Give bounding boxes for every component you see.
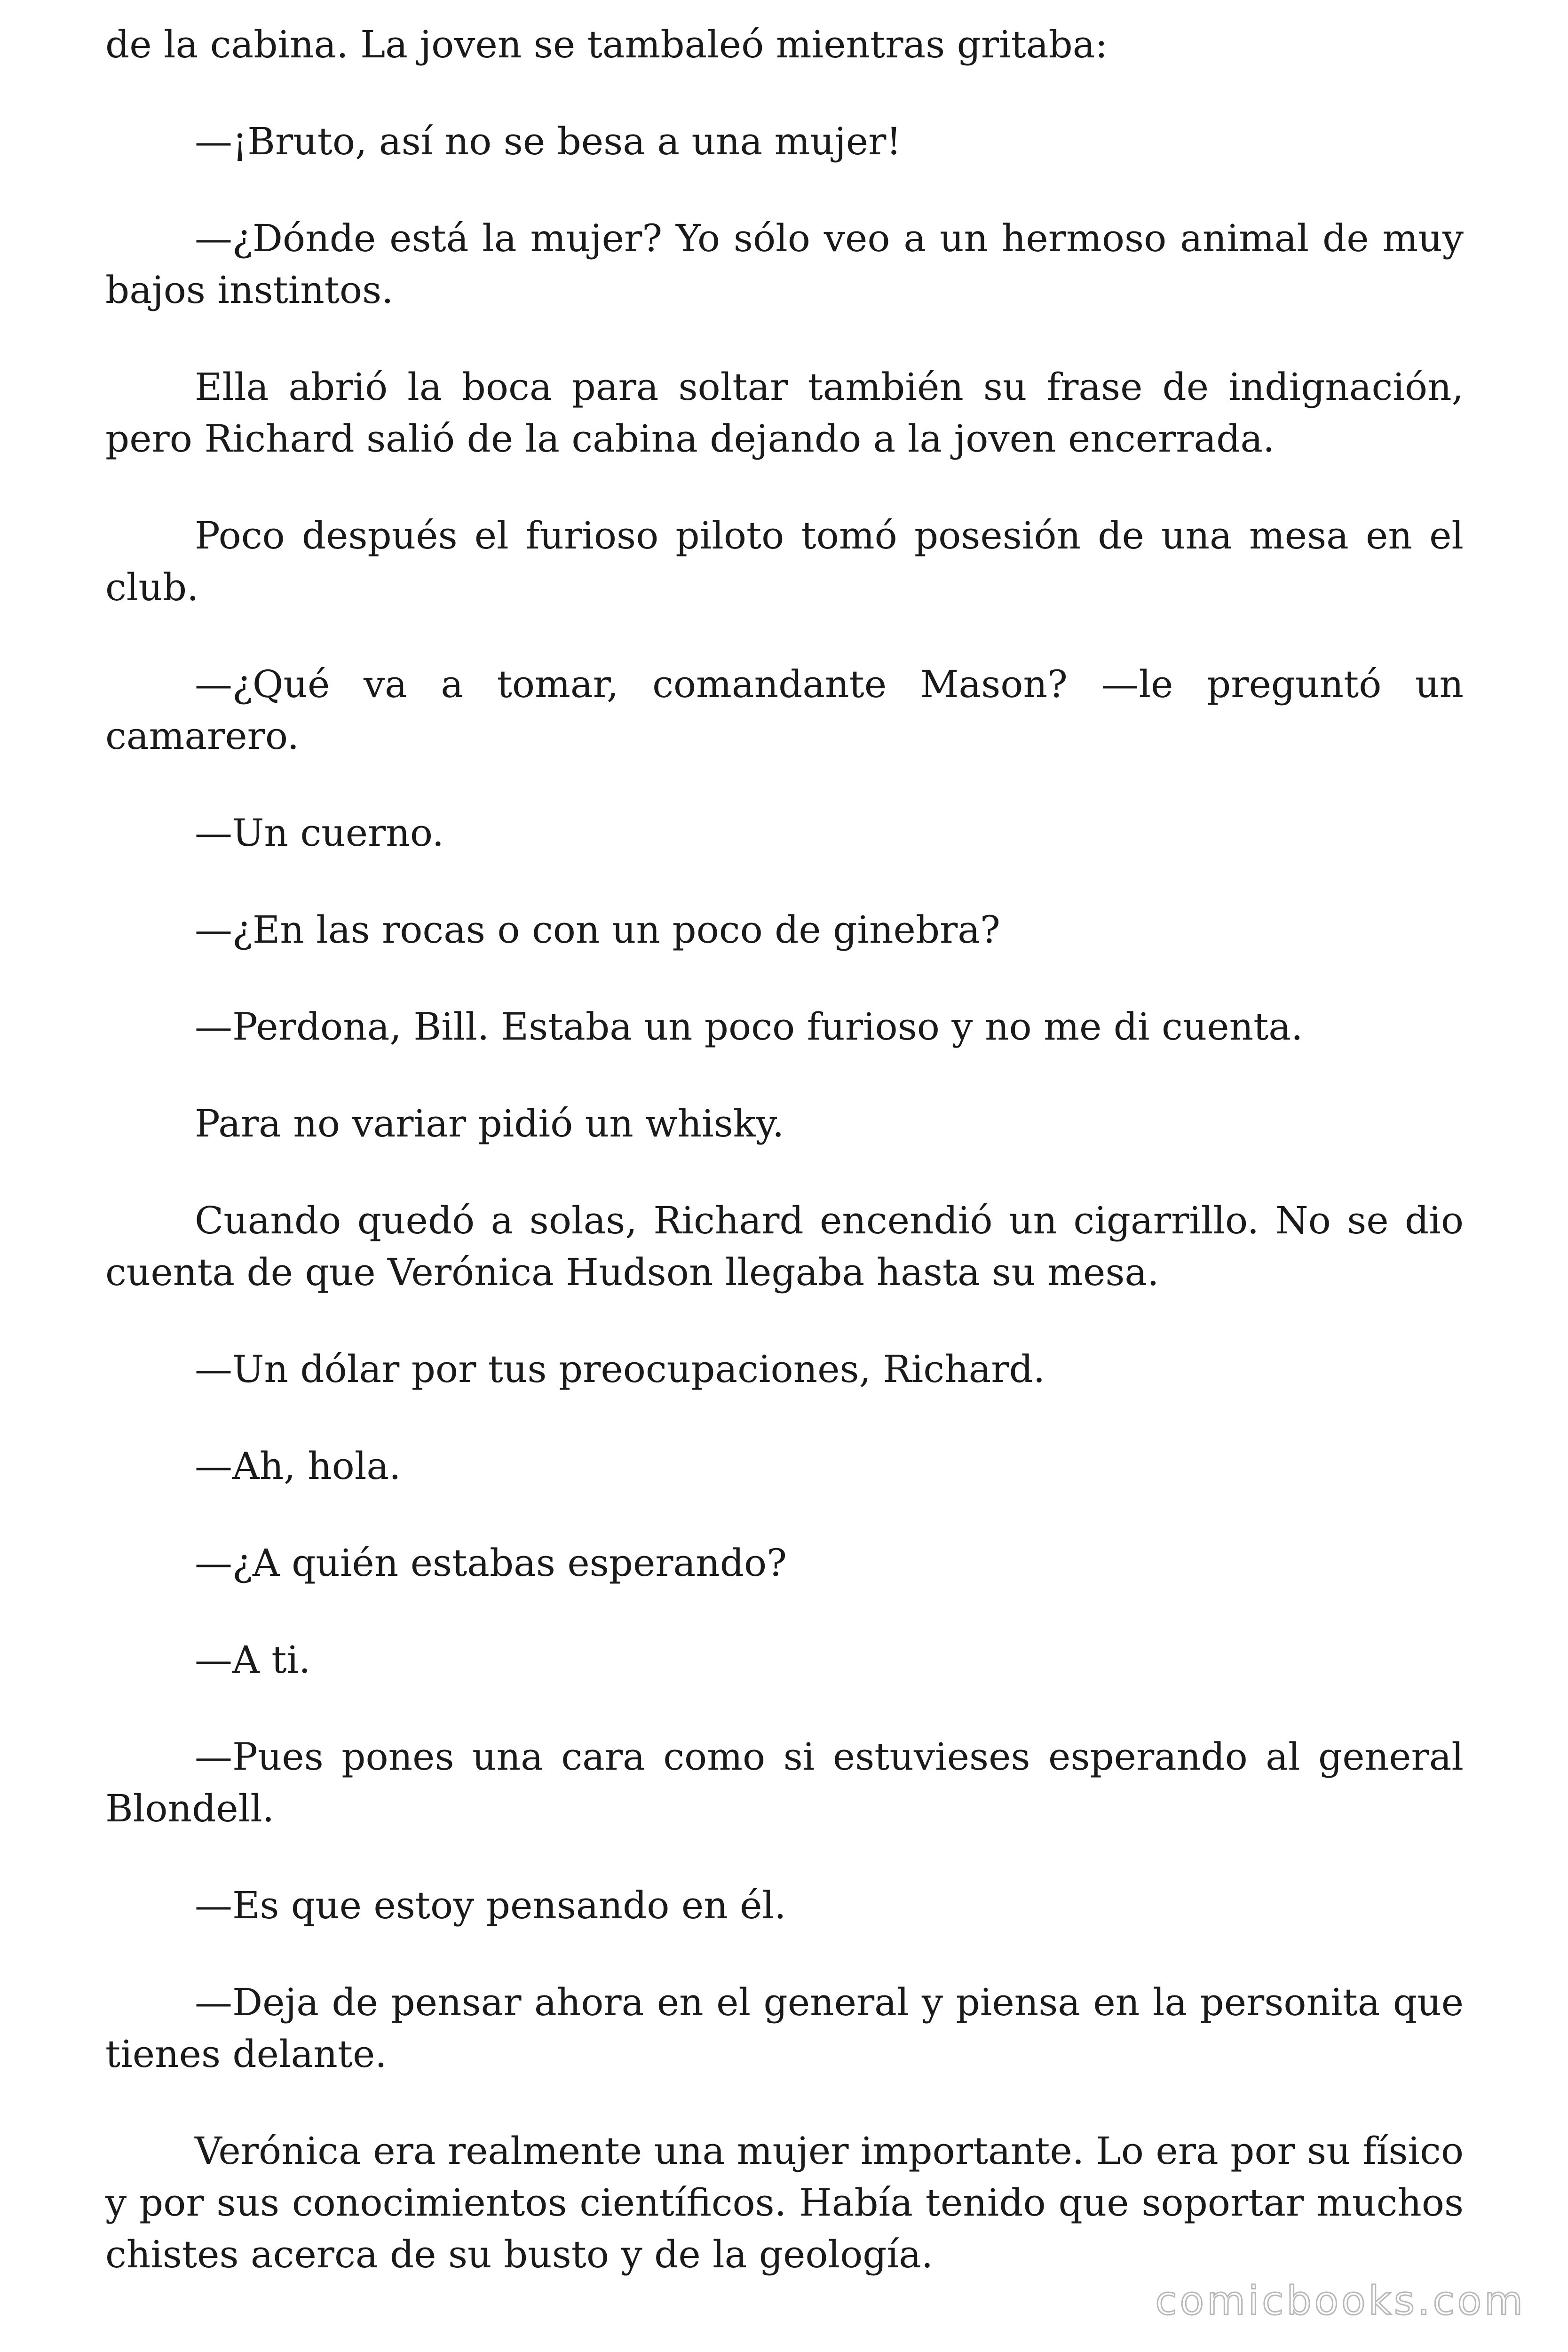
paragraph: —Ah, hola. — [195, 1444, 401, 1488]
paragraph: —¡Bruto, así no se besa a una mujer! — [195, 119, 902, 163]
paragraph: —Pues pones una cara como si estuvieses esperando al general Blondell. — [105, 1735, 1464, 1830]
paragraph: —¿En las rocas o con un poco de ginebra? — [195, 908, 1000, 952]
paragraph: Poco después el furioso piloto tomó posesión de una mesa en el club. — [105, 514, 1464, 609]
paragraph: Ella abrió la boca para soltar también su frase de indignación, pero Richard salió de la cabina dejando a la joven encerrada. — [105, 365, 1464, 461]
document-page — [105, 19, 1464, 2326]
paragraph: —Un cuerno. — [195, 811, 444, 855]
paragraph: Cuando quedó a solas, Richard encendió un cigarrillo. No se dio cuenta de que Verónica Hudson llegaba hasta su mesa. — [105, 1199, 1464, 1294]
paragraph: de la cabina. La joven se tambaleó mientras gritaba: — [105, 23, 1108, 66]
paragraph: —¿Dónde está la mujer? Yo sólo veo a un hermoso animal de muy bajos instintos. — [105, 216, 1464, 312]
paragraph: —A ti. — [195, 1638, 311, 1682]
paragraph: —Perdona, Bill. Estaba un poco furioso y no me di cuenta. — [195, 1005, 1303, 1049]
watermark-text: comicbooks.com — [1155, 2278, 1526, 2324]
paragraph: —¿A quién estabas esperando? — [195, 1541, 787, 1585]
paragraph: —¿Qué va a tomar, comandante Mason? —le preguntó un camarero. — [105, 662, 1464, 758]
paragraph: Verónica era realmente una mujer importante. Lo era por su físico y por sus conocimientos científicos. Había tenido que soportar muchos chistes acerca de su busto y de la geología. — [105, 2129, 1464, 2276]
paragraph: —Es que estoy pensando en él. — [195, 1883, 786, 1927]
paragraph: —Un dólar por tus preocupaciones, Richard. — [195, 1347, 1045, 1391]
paragraph: Para no variar pidió un whisky. — [195, 1102, 784, 1145]
paragraph: —Deja de pensar ahora en el general y piensa en la personita que tienes delante. — [105, 1980, 1464, 2076]
